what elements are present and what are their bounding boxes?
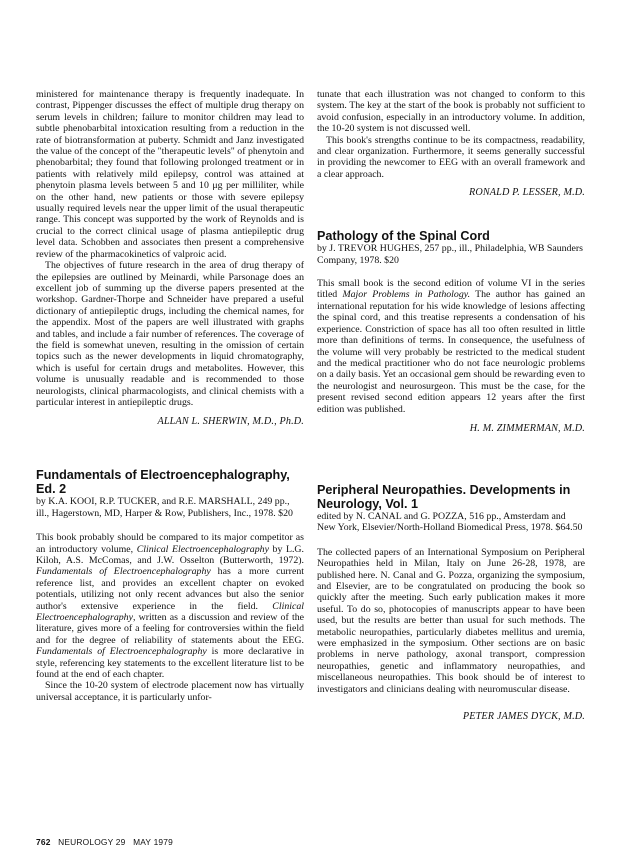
reviewer-signature-sherwin: ALLAN L. SHERWIN, M.D., Ph.D. xyxy=(157,416,304,428)
issue-date: MAY 1979 xyxy=(133,837,173,847)
left-column xyxy=(36,0,304,703)
spinal-cord-review-paragraph: This small book is the second edition of volume VI in the series titled Major Problems in Pathology. The author has gained an international reputation for his wide knowledge of lesions affecting the spinal cord, and this treatise represents a condensation of his experience. Constriction of space has all too often resulted in little more than definitions of terms. In consequence, the usefulness of the volume will very probably be restricted to the medical student and the medical practitioner who do not face neurologic problems on a daily basis. Yet an occasional gem should be rewarding even to the neurologist and neurosurgeon. This must be the case, for the present revised second edition appears 12 years after the first edition was published. xyxy=(317,278,585,415)
page-footer xyxy=(36,837,178,847)
review-continued-paragraph-1: ministered for maintenance therapy is frequently inadequate. In contrast, Pippenger discusses the effect of multiple drug therapy on serum levels in children; failure to monitor children may lead to subtle phenobarbital intoxication resulting from a reduction in the rate of biotransformation at puberty. Schmidt and Janz investigated the value of the concept of the "therapeutic levels" of phenytoin and phenobarbital; they found that following prolonged treatment or in patients with relatively mild epilepsy, control was attained at phenytoin plasma levels between 5 and 10 μg per milliliter, while on the other hand, new patients or those with severe epilepsy usually required levels near the upper limit of the usual therapeutic range. This concept was supported by the work of Reynolds and is crucial to the correct clinical usage of plasma antiepileptic drug level data. Schobben and associates then present a comprehensive review of the pharmacokinetics of valproic acid. xyxy=(36,89,304,260)
right-column xyxy=(317,0,585,723)
neuropathies-book-citation: edited by N. CANAL and G. POZZA, 516 pp., Amsterdam and New York, Elsevier/North-Holland Biomedical Press, 1978. $64.50 xyxy=(317,510,583,534)
review-continued-paragraph-2: The objectives of future research in the area of drug therapy of the epilepsies are outlined by Meinardi, while Parsonage does an excellent job of summing up the diverse papers presented at the workshop. Gardner-Thorpe and Schneider have prepared a useful dictionary of antiepileptic drugs, including the chemical names, for the appendix. Most of the papers are well illustrated with graphs and tables, and include a fair number of references. The coverage of the field is somewhat uneven, resulting in the omission of certain topics such as the newer developments in liquid chromatography, which is useful for certain drugs and metabolites. However, this volume is unusually readable and is recommended to those neurologists, clinical pharmacologists, and clinical chemists with a particular interest in antiepileptic drugs. xyxy=(36,260,304,408)
eeg-review-continued-paragraph-1: tunate that each illustration was not changed to conform to this system. The key at the start of the book is probably not sufficient to avoid confusion, especially in an introductory volume. In addition, the 10-20 system is not discussed well. xyxy=(317,89,585,135)
eeg-book-title: Fundamentals of Electroencephalography, Ed. 2 xyxy=(36,468,290,497)
eeg-book-citation: by K.A. KOOI, R.P. TUCKER, and R.E. MARSHALL, 249 pp., ill., Hagerstown, MD, Harper & Row, Publishers, Inc., 1978. $20 xyxy=(36,496,293,519)
eeg-review-continued-paragraph-2: This book's strengths continue to be its compactness, readability, and clear organization. Furthermore, it seems generally successful in providing the newcomer to EEG with an overall framework and a clear approach. xyxy=(317,134,585,180)
neuropathies-review-paragraph: The collected papers of an International Symposium on Peripheral Neuropathies held in Milan, Italy on June 26-28, 1978, are published here. N. Canal and G. Pozza, organizing the symposium, and Elsevier, are to be congratulated on producing the book so quickly after the meeting. Such early publication makes it more useful. To do so, photocopies of manuscripts appear to have been used, but the results are better than usual for such methods. The metabolic neuropathies, particularly diabetes mellitus and uremia, were emphasized in the symposium. Other sections are on basic problems in nerve pathology, axonal transport, compression neuropathies, genetic and inflammatory neuropathies, and miscellaneous neuropathies. This book should be of interest to investigators and clinicians dealing with neuromuscular disease. xyxy=(317,546,585,695)
eeg-review-paragraph-2: Since the 10-20 system of electrode placement now has virtually universal acceptance, it is particularly unfor- xyxy=(36,680,304,703)
reviewer-signature-dyck: PETER JAMES DYCK, M.D. xyxy=(462,711,585,723)
spinal-cord-book-title: Pathology of the Spinal Cord xyxy=(317,229,490,244)
spinal-cord-book-citation: by J. TREVOR HUGHES, 257 pp., ill., Philadelphia, WB Saunders Company, 1978. $20 xyxy=(317,243,583,266)
reviewer-signature-zimmerman: H. M. ZIMMERMAN, M.D. xyxy=(469,422,585,434)
eeg-review-paragraph-1: This book probably should be compared to its major competitor as an introductory volume, Clinical Electroencephalography by L.G. Kiloh, A.S. McComas, and J.W. Osselton (Butterworth, 1972). Fundamentals of Electroencephalography has a more current reference list, and provides an excellent chapter on evoked potentials, utilizing not only recent advances but also the senior author's extensive experience in the field. Clinical Electroencephalography, written as a discussion and review of the literature, gives more of a feeling for controversies within the field and for the degree of reliability of statements about the EEG. Fundamentals of Electroencephalography is more declarative in style, referencing key statements to the excellent literature list to be found at the end of each chapter. xyxy=(36,532,304,681)
neuropathies-book-title: Peripheral Neuropathies. Developments in Neurology, Vol. 1 xyxy=(317,482,571,511)
page-number: 762 xyxy=(36,837,51,847)
reviewer-signature-lesser: RONALD P. LESSER, M.D. xyxy=(468,187,585,199)
journal-name: NEUROLOGY 29 xyxy=(58,837,126,847)
